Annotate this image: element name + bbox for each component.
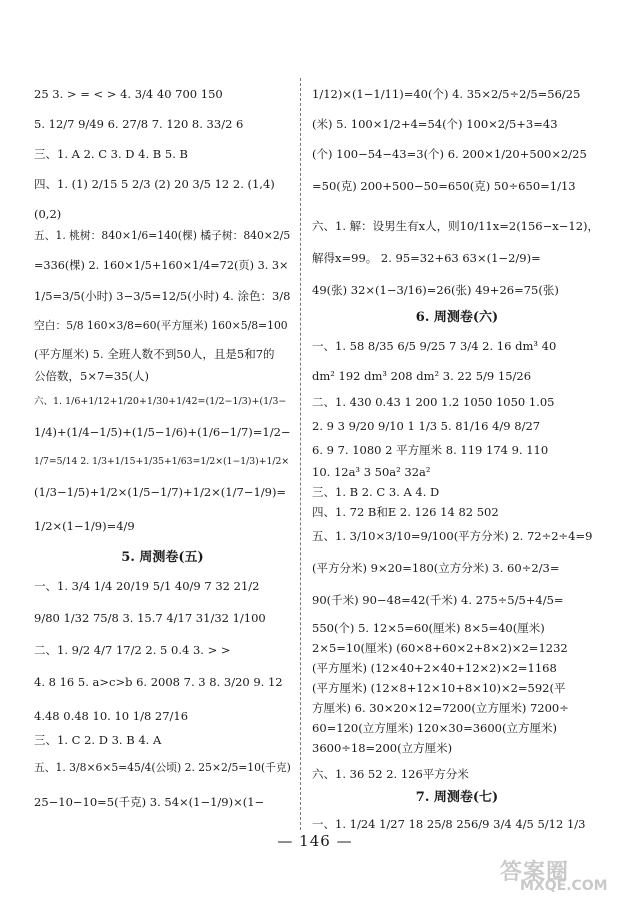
answer-line: 二、1. 430 0.43 1 200 1.2 1050 1050 1.05 [312, 395, 555, 409]
column-divider [300, 78, 302, 830]
answer-line: 六、1. 1/6+1/12+1/20+1/30+1/42=(1/2−1/3)+(1/3− [34, 396, 287, 407]
answer-line: =50(克) 200+500−50=650(克) 50÷650=1/13 [312, 179, 576, 193]
answer-line: 6. 9 7. 1080 2 平方厘米 8. 119 174 9. 110 [312, 443, 549, 457]
answer-line: (1/3−1/5)+1/2×(1/5−1/7)+1/2×(1/7−1/9)= [34, 485, 287, 499]
answer-line: 1/12)×(1−1/11)=40(个) 4. 35×2/5÷2/5=56/25 [312, 87, 581, 101]
answer-line: 25 3. > = < > 4. 3/4 40 700 150 [34, 87, 223, 101]
answer-line: 49(张) 32×(1−3/16)=26(张) 49+26=75(张) [312, 283, 559, 297]
answer-line: 五、1. 3/8×6×5=45/4(公顷) 2. 25×2/5=10(千克) [34, 761, 291, 774]
answer-line: 二、1. 9/2 4/7 17/2 2. 5 0.4 3. > > [34, 643, 231, 657]
answer-line: 五、1. 桃树：840×1/6=140(棵) 橘子树：840×2/5 [34, 229, 291, 242]
answer-line: 550(个) 5. 12×5=60(厘米) 8×5=40(厘米) [312, 621, 545, 635]
section-title: 5. 周测卷(五) [121, 550, 204, 565]
answer-line: (平方厘米) (12×40+2×40+12×2)×2=1168 [312, 661, 557, 675]
answer-line: (平方分米) 9×20=180(立方分米) 3. 60÷2/3= [312, 561, 560, 575]
section-title: 6. 周测卷(六) [415, 310, 499, 325]
answer-line: 解得x=99。 2. 95=32+63 63×(1−2/9)= [312, 251, 541, 265]
answer-line: 三、1. C 2. D 3. B 4. A [34, 733, 162, 747]
answer-line: (个) 100−54−43=3(个) 6. 200×1/20+500×2/25 [312, 147, 587, 161]
watermark-url: MXQE.COM [520, 878, 608, 894]
answer-line: 5. 12/7 9/49 6. 27/8 7. 120 8. 33/2 6 [34, 117, 244, 131]
section-title: 7. 周测卷(七) [415, 790, 499, 805]
answer-line: 60=120(立方厘米) 120×30=3600(立方厘米) [312, 721, 557, 735]
answer-line: 一、1. 1/24 1/27 18 25/8 256/9 3/4 4/5 5/12 1/3 [312, 817, 586, 831]
answer-line: 空白：5/8 160×3/8=60(平方厘米) 160×5/8=100 [34, 319, 288, 332]
answer-line: 一、1. 3/4 1/4 20/19 5/1 40/9 7 32 21/2 [34, 579, 260, 593]
answer-line: 四、1. 72 B和E 2. 126 14 82 502 [312, 505, 499, 519]
answer-line: 1/2×(1−1/9)=4/9 [34, 519, 135, 533]
page-number: — 146 — [277, 832, 353, 850]
watermark-logo: 答案圈 [500, 860, 570, 885]
answer-line: 方厘米) 6. 30×20×12=7200(立方厘米) 7200÷ [312, 701, 569, 715]
answer-line: 三、1. B 2. C 3. A 4. D [312, 485, 440, 499]
answer-line: (平方厘米) 5. 全班人数不到50人，且是5和7的 [34, 347, 275, 361]
answer-line: 10. 12a³ 3 50a² 32a² [312, 465, 431, 479]
answer-line: =336(棵) 2. 160×1/5+160×1/4=72(页) 3. 3× [34, 259, 289, 272]
answer-line: 2. 9 3 9/20 9/10 1 1/3 5. 81/16 4/9 8/27 [312, 419, 541, 433]
answer-line: 4.48 0.48 10. 10 1/8 27/16 [34, 709, 189, 723]
answer-line: 五、1. 3/10×3/10=9/100(平方分米) 2. 72÷2÷4=9 [312, 529, 593, 543]
answer-line: 1/4)+(1/4−1/5)+(1/5−1/6)+(1/6−1/7)=1/2− [34, 425, 291, 439]
answer-line: 六、1. 解：设男生有x人，则10/11x=2(156−x−12)， [312, 219, 600, 233]
answer-line: 25−10−10=5(千克) 3. 54×(1−1/9)×(1− [34, 795, 265, 809]
answer-line: 3600÷18=200(立方厘米) [312, 741, 453, 755]
answer-line: 公倍数，5×7=35(人) [34, 369, 150, 383]
answer-line: (平方厘米) (12×8+12×10+8×10)×2=592(平 [312, 681, 566, 695]
answer-line: 4. 8 16 5. a>c>b 6. 2008 7. 3 8. 3/20 9. 12 [34, 675, 283, 689]
answer-line: 一、1. 58 8/35 6/5 9/25 7 3/4 2. 16 dm³ 40 [312, 339, 557, 353]
answer-line: 1/5=3/5(小时) 3−3/5=12/5(小时) 4. 涂色：3/8 [34, 289, 291, 303]
answer-line: 1/7=5/14 2. 1/3+1/15+1/35+1/63=1/2×(1−1/3)+1/2× [34, 456, 290, 467]
answer-line: 9/80 1/32 75/8 3. 15.7 4/17 31/32 1/100 [34, 611, 266, 625]
answer-line: 2×5=10(厘米) (60×8+60×2+8×2)×2=1232 [312, 641, 568, 655]
answer-line: (米) 5. 100×1/2+4=54(个) 100×2/5+3=43 [312, 117, 558, 131]
answer-line: 六、1. 36 52 2. 126平方分米 [312, 767, 469, 781]
answer-line: 90(千米) 90−48=42(千米) 4. 275÷5/5+4/5= [312, 593, 564, 607]
answer-line: 四、1. (1) 2/15 5 2/3 (2) 20 3/5 12 2. (1,4) [34, 177, 275, 191]
answer-line: dm² 192 dm³ 208 dm² 3. 22 5/9 15/26 [312, 369, 532, 383]
answer-line: 三、1. A 2. C 3. D 4. B 5. B [34, 147, 188, 161]
answer-line: (0,2) [34, 207, 62, 221]
